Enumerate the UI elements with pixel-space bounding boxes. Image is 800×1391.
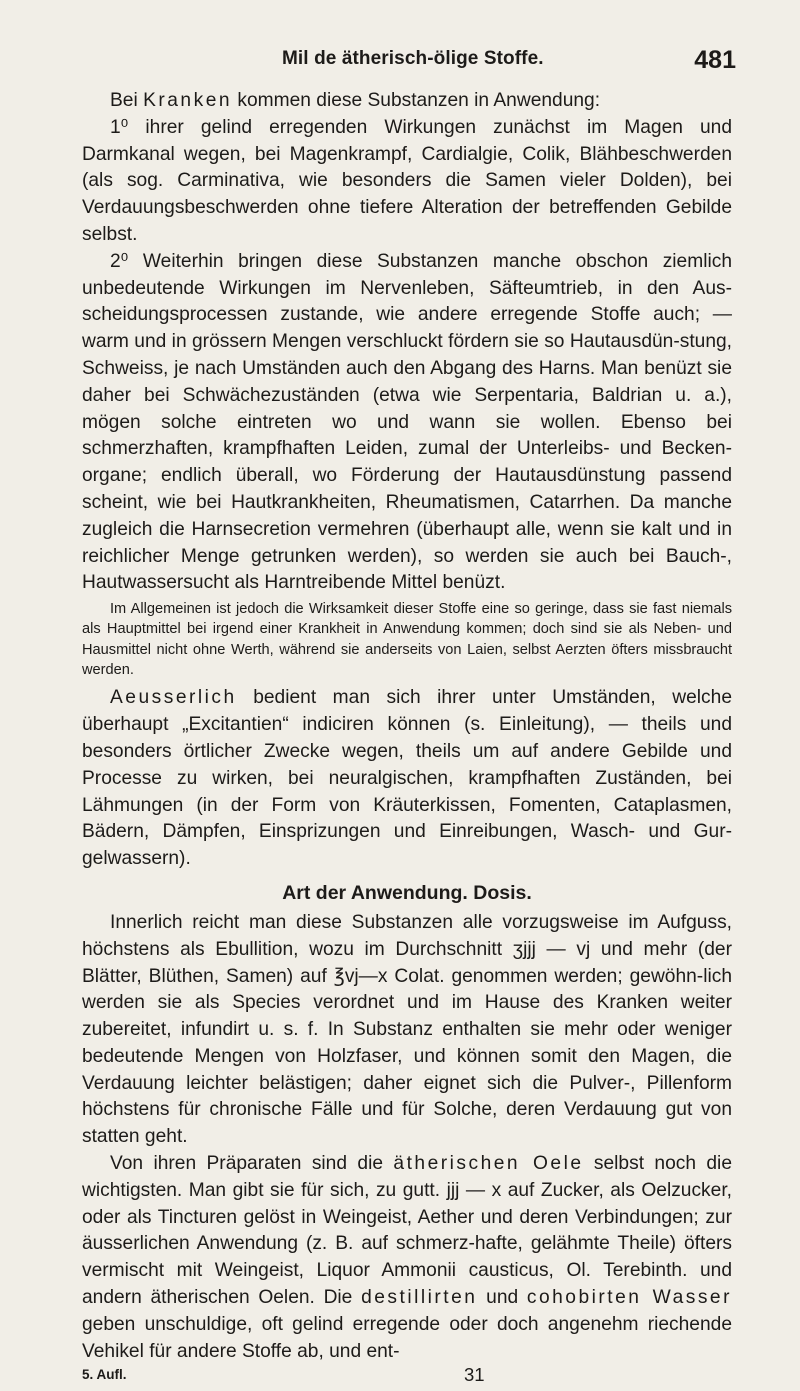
preparations-part-a: Von ihren Präparaten sind die <box>110 1153 394 1175</box>
paragraph-preparations <box>82 1151 732 1365</box>
paragraph-intro <box>82 88 732 115</box>
preparations-part-d: geben unschuldige, oft gelind erregende oder doch angenehm riechende Vehikel für andere Stoffe ab, und ent- <box>82 1313 732 1362</box>
paragraph-point-1: 1⁰ ihrer gelind erregenden Wirkungen zunächst im Magen und Darmkanal wegen, bei Magenkrampf, Cardialgie, Colik, Blähbeschwerden (als sog. Carminativa, wie besonders die Samen vieler Dolden), bei Verdauungsbeschwerden ohne tiefere Alteration der betreffenden Gebilde selbst. <box>82 116 732 245</box>
paragraph-internal-use: Innerlich reicht man diese Substanzen alle vorzugsweise im Aufguss, höchstens als Ebullition, wozu im Durchschnitt ʒjjj — vj und mehr (der Blätter, Blüthen, Samen) auf ℥vj—x Colat. genommen werden; gewöhn-lich werden sie als Species verordnet und im Hause des Kranken weiter zubereitet, infundirt u. s. f. In Substanz enthalten sie mehr oder weniger bedeutende Mengen von Holzfaser, und können somit den Magen, die Verdauung leichter belästigen; daher eignet sich die Pulver-, Pillenform höchstens für chronische Fälle und für Solche, deren Verdauung gut von statten geht. <box>82 911 732 1148</box>
intro-rest: kommen diese Substanzen in Anwendung: <box>232 90 601 111</box>
running-title: Mil de ätherisch-ölige Stoffe. <box>282 48 544 69</box>
emphasis-kranken: Kranken <box>143 90 233 111</box>
small-print-note: Im Allgemeinen ist jedoch die Wirksamkeit dieser Stoffe eine so geringe, dass sie fast niemals als Hauptmittel bei irgend einer Krankheit in Anwendung kommen; doch sind sie als Neben- und Hausmittel nicht ohne Werth, während sie anderseits von Laien, selbst Aerzten öfters missbraucht werden. <box>82 601 732 679</box>
preparations-part-b: selbst noch die wichtigsten. Man gibt sie für sich, zu gutt. jjj — x auf Zucker, als Oelzucker, oder als Tincturen gelöst in Weingeist, Aether und deren Verbindungen; zur äusserlichen Anwendung (z. B. auf schmerz-hafte, gelähmte Theile) öfters vermischt mit Weingeist, Liquor Ammonii causticus, Ol. Terebinth. und andern ätherischen Oelen. Die <box>82 1153 732 1309</box>
section-heading: Art der Anwendung. Dosis. <box>282 881 532 904</box>
edition-mark: 5. Aufl. <box>82 1367 127 1383</box>
intro-prefix: Bei <box>110 90 144 111</box>
emphasis-cohobirten-wasser: cohobirten Wasser <box>526 1287 732 1309</box>
paragraph-point-2: 2⁰ Weiterhin bringen diese Substanzen manche obschon ziemlich unbedeutende Wirkungen im Nervenleben, Säfteumtrieb, in den Aus-scheidungsprocessen zustande, wie andere erregende Stoffe auch; — warm und in grössern Mengen verschluckt fördern sie so Hautausdün-stung, Schweiss, je nach Umständen auch den Abgang des Harns. Man benüzt sie daher bei Schwächezuständen (etwa wie Serpentaria, Baldrian u. a.), mögen solche eintreten wo und wann sie wollen. Ebenso bei schmerzhaften, krampfhaften Leiden, zumal der Unterleibs- und Becken-organe; endlich überall, wo Förderung der Hautausdünstung passend scheint, wie bei Hautkrankheiten, Rheumatismen, Catarrhen. Da manche zugleich die Harnsecretion vermehren (überhaupt alle, wenn sie kalt und in reichlicher Menge getrunken werden), so werden sie auch bei Bauch-, Hautwassersucht als Harntreibende Mittel benüzt. <box>82 250 732 594</box>
paragraph-external-use <box>82 685 732 873</box>
emphasis-aetherische-oele: ätherischen Oele <box>393 1153 584 1175</box>
page-number: 481 <box>694 46 736 74</box>
emphasis-aeusserlich: Aeusserlich <box>110 687 237 709</box>
emphasis-destillirten: destillirten <box>361 1287 478 1309</box>
external-use-rest: bedient man sich ihrer unter Umständen, welche überhaupt „Excitantien“ indiciren können (s. Einleitung), — theils und besonders örtlicher Zwecke wegen, theils um auf andere Gebilde und Processe zu wirken, bei neuralgischen, krampfhaften Zuständen, bei Lähmungen (in der Form von Kräuterkissen, Fomenten, Cataplasmen, Bädern, Dämpfen, Einsprizungen und Einreibungen, Wasch- und Gur-gelwassern). <box>82 687 732 870</box>
running-head <box>82 46 736 88</box>
preparations-part-c: und <box>477 1287 527 1309</box>
signature-mark: 31 <box>464 1364 485 1386</box>
page-footer <box>82 1364 732 1391</box>
body-text <box>82 88 732 1365</box>
